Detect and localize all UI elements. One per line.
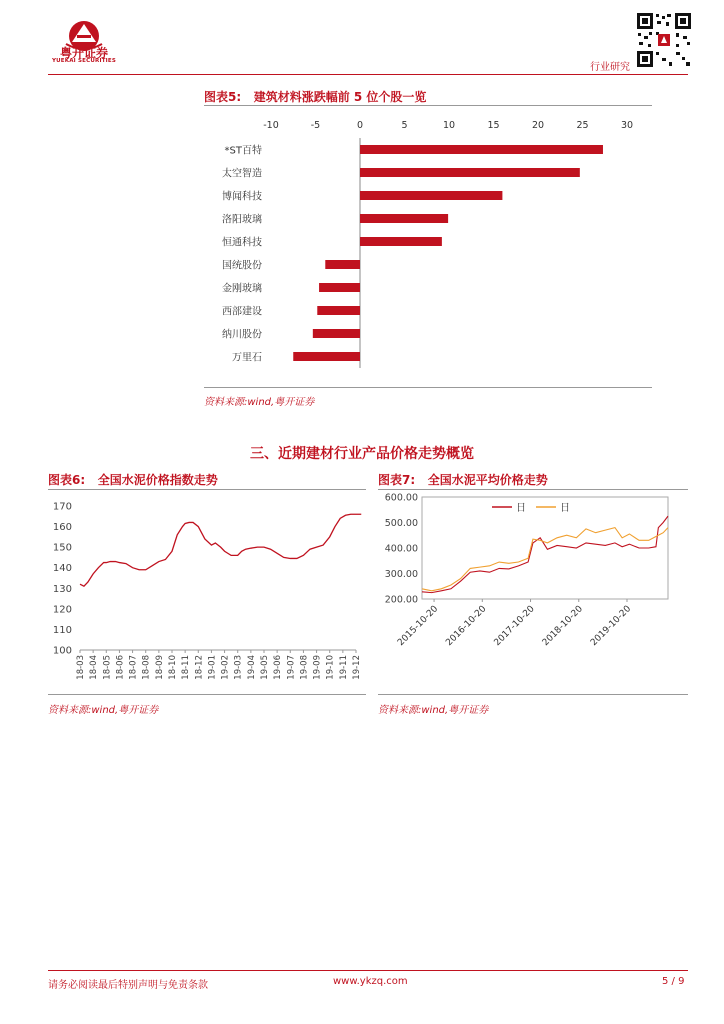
category-label: 太空智造 <box>222 168 262 180</box>
x-tick-label: 19-08 <box>299 655 310 680</box>
x-tick-label: 19-06 <box>273 655 284 680</box>
x-tick-label: 18-09 <box>154 655 165 680</box>
figure7-source: 资料来源:wind,粤开证券 <box>378 705 489 716</box>
category-label: 万里石 <box>232 352 262 364</box>
category-label: 国统股份 <box>222 260 262 272</box>
x-tick-label: 2015-10-20 <box>396 604 441 649</box>
y-tick-label: 300.00 <box>384 569 418 580</box>
footer-divider <box>48 970 688 971</box>
x-tick-label: 19-10 <box>325 655 336 680</box>
figure6-source: 资料来源:wind,粤开证券 <box>48 705 159 716</box>
bar <box>317 306 360 315</box>
x-tick-label: 30 <box>620 120 634 131</box>
category-label: *ST百特 <box>224 145 262 157</box>
x-tick-label: 18-08 <box>141 655 152 680</box>
x-tick-label: 18-04 <box>89 655 100 680</box>
y-tick-label: 120 <box>52 604 72 616</box>
series-line <box>422 516 668 593</box>
figure5-bar-chart <box>204 110 654 380</box>
x-tick-label: 2018-10-20 <box>540 604 585 649</box>
figure5-source: 资料来源:wind,粤开证券 <box>204 397 315 408</box>
category-label: 金刚玻璃 <box>222 283 262 295</box>
legend-label: 日 <box>560 503 570 514</box>
series-line <box>80 514 361 586</box>
x-tick-label: 10 <box>442 120 456 131</box>
x-tick-label: 18-03 <box>76 655 86 680</box>
bar <box>293 352 360 361</box>
x-tick-label: 19-09 <box>312 655 323 680</box>
y-tick-label: 200.00 <box>384 594 418 606</box>
x-tick-label: 18-07 <box>128 655 139 680</box>
y-tick-label: 600.00 <box>384 492 418 504</box>
bar <box>360 145 603 154</box>
bar <box>319 283 360 292</box>
x-tick-label: 2019-10-20 <box>589 604 634 649</box>
bar <box>325 260 360 269</box>
x-tick-label: 19-11 <box>338 655 349 680</box>
x-tick-label: 2016-10-20 <box>444 604 489 649</box>
category-label: 纳川股份 <box>222 329 262 341</box>
y-tick-label: 110 <box>52 624 72 636</box>
figure6-top-rule <box>48 489 366 490</box>
series-line <box>422 528 668 591</box>
figure7-title: 全国水泥平均价格走势 <box>427 473 548 487</box>
qr-code-icon <box>636 12 692 68</box>
x-tick-label: -5 <box>310 120 321 131</box>
x-tick-label: 0 <box>356 120 364 131</box>
x-tick-label: 19-04 <box>246 655 257 680</box>
figure6-line-chart <box>48 492 368 692</box>
x-tick-label: 18-06 <box>115 655 126 680</box>
x-tick-label: 20 <box>531 120 545 131</box>
header-divider <box>48 74 688 75</box>
bar <box>360 191 502 200</box>
x-tick-label: 25 <box>576 120 589 131</box>
figure6-label: 图表6: <box>48 473 86 487</box>
figure6-title: 全国水泥价格指数走势 <box>97 473 218 487</box>
legend-label: 日 <box>516 503 526 514</box>
x-tick-label: 19-03 <box>233 655 244 680</box>
y-tick-label: 150 <box>52 542 72 554</box>
x-tick-label: 19-07 <box>286 655 297 680</box>
document-type-label: 行业研究 <box>590 62 630 73</box>
footer-disclaimer: 请务必阅读最后特别声明与免责条款 <box>48 980 208 991</box>
figure5-top-rule <box>204 105 652 106</box>
figure7-line-chart <box>378 489 690 689</box>
y-tick-label: 170 <box>52 501 72 513</box>
category-label: 西部建设 <box>222 306 262 318</box>
bar <box>360 214 448 223</box>
x-tick-label: 15 <box>487 120 500 131</box>
x-tick-label: -10 <box>263 120 279 131</box>
x-tick-label: 18-11 <box>181 655 192 680</box>
y-tick-label: 400.00 <box>384 543 418 555</box>
plot-frame <box>422 497 668 599</box>
category-label: 恒通科技 <box>222 237 262 249</box>
figure5-title: 建筑材料涨跌幅前 5 位个股一览 <box>253 90 427 104</box>
figure5-label: 图表5: <box>204 90 242 104</box>
x-tick-label: 19-05 <box>260 655 270 680</box>
y-tick-label: 500.00 <box>384 518 418 529</box>
footer-page-number: 5 / 9 <box>662 976 685 987</box>
x-tick-label: 2017-10-20 <box>492 604 537 649</box>
figure6-title-row <box>48 471 218 488</box>
figure5-bottom-rule <box>204 387 652 388</box>
x-tick-label: 18-10 <box>168 655 178 680</box>
figure7-label: 图表7: <box>378 473 416 487</box>
section-heading: 三、近期建材行业产品价格走势概览 <box>250 446 474 462</box>
bar <box>360 237 442 246</box>
y-tick-label: 100 <box>52 645 72 657</box>
y-tick-label: 140 <box>52 563 72 575</box>
x-tick-label: 19-02 <box>220 655 231 680</box>
figure7-bottom-rule <box>378 694 688 695</box>
y-tick-label: 160 <box>52 522 72 534</box>
x-tick-label: 19-12 <box>352 655 362 680</box>
figure6-bottom-rule <box>48 694 366 695</box>
x-tick-label: 18-12 <box>194 655 205 680</box>
logo-english-name: YUEKAI SECURITIES <box>51 58 117 64</box>
figure5-title-row <box>204 88 426 105</box>
logo-chinese-name: 粤开证券 <box>59 46 108 60</box>
category-label: 博闻科技 <box>222 191 262 203</box>
bar <box>360 168 580 177</box>
category-label: 洛阳玻璃 <box>222 214 262 226</box>
x-tick-label: 19-01 <box>207 655 218 680</box>
x-tick-label: 5 <box>401 120 408 131</box>
bar <box>313 329 360 338</box>
y-tick-label: 130 <box>52 583 72 595</box>
figure7-title-row <box>378 471 548 488</box>
footer-website-link[interactable]: www.ykzq.com <box>333 976 408 987</box>
x-tick-label: 18-05 <box>102 655 113 680</box>
